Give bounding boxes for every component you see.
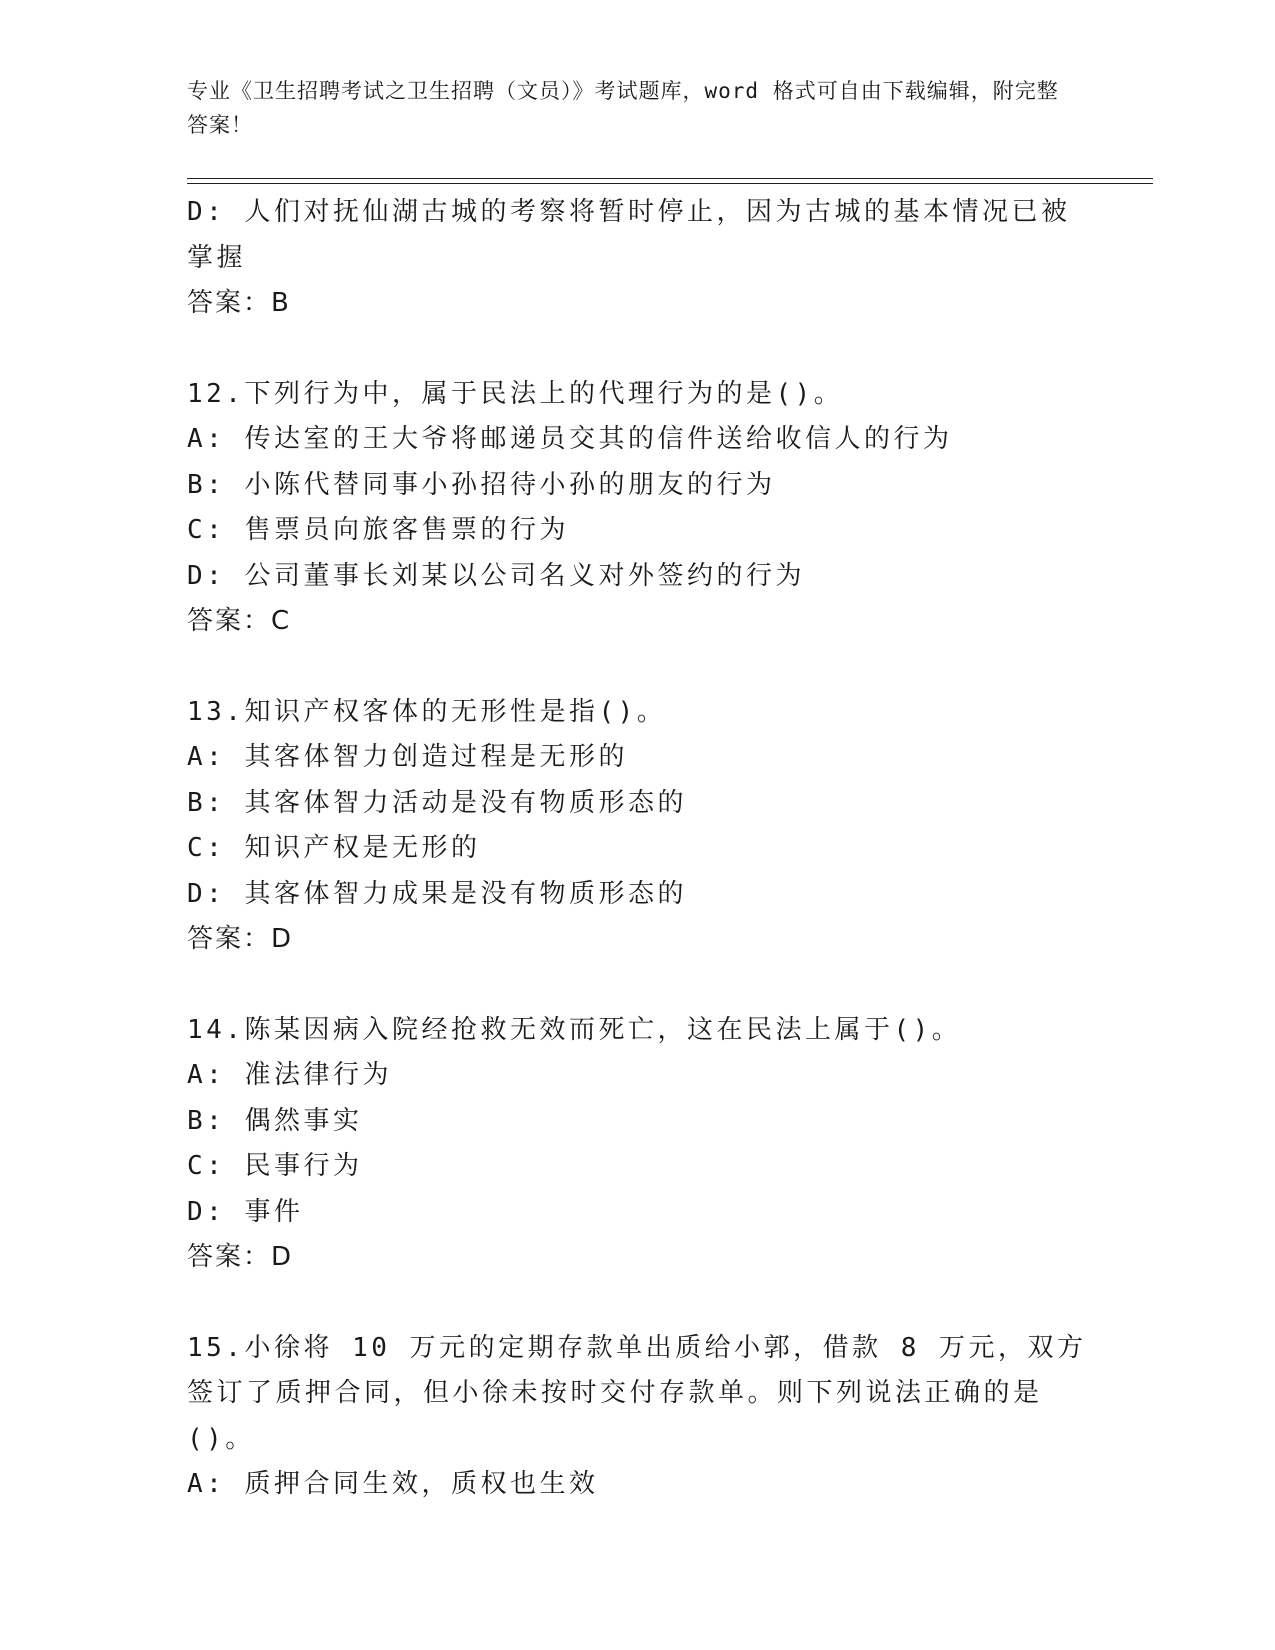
question-stem: 12.下列行为中，属于民法上的代理行为的是()。	[187, 378, 844, 409]
option-b: B: 小陈代替同事小孙招待小孙的朋友的行为	[187, 469, 776, 500]
page-header: 专业《卫生招聘考试之卫生招聘（文员）》考试题库，word 格式可自由下载编辑，附完整答案！	[187, 79, 1059, 137]
option-b: B: 偶然事实	[187, 1105, 363, 1136]
question-content	[187, 190, 1087, 1508]
option-a: A: 其客体智力创造过程是无形的	[187, 742, 628, 772]
option-c: C: 民事行为	[187, 1151, 363, 1181]
answer: 答案：D	[187, 1242, 294, 1272]
header-rule-top	[187, 178, 1153, 179]
option-b: B: 其客体智力活动是没有物质形态的	[187, 787, 687, 818]
question-15	[187, 1326, 1087, 1508]
question-12	[187, 372, 1087, 645]
option-d: D: 事件	[187, 1196, 304, 1227]
question-13	[187, 690, 1087, 963]
question-stem: 13.知识产权客体的无形性是指()。	[187, 696, 667, 727]
answer: 答案：D	[187, 924, 294, 954]
option-d: D: 人们对抚仙湖古城的考察将暂时停止，因为古城的基本情况已被掌握	[187, 197, 1071, 273]
question-14	[187, 1008, 1087, 1281]
option-d: D: 公司董事长刘某以公司名义对外签约的行为	[187, 560, 805, 591]
answer: 答案：C	[187, 606, 292, 636]
option-a: A: 质押合同生效，质权也生效	[187, 1469, 599, 1499]
option-c: C: 知识产权是无形的	[187, 833, 481, 863]
answer: 答案：B	[187, 288, 291, 318]
option-a: A: 准法律行为	[187, 1060, 392, 1090]
header-rule-bottom	[187, 183, 1153, 184]
option-c: C: 售票员向旅客售票的行为	[187, 515, 569, 545]
option-d: D: 其客体智力成果是没有物质形态的	[187, 878, 687, 909]
question-stem: 15.小徐将 10 万元的定期存款单出质给小郭，借款 8 万元，双方签订了质押合同，但小徐未按时交付存款单。则下列说法正确的是()。	[187, 1332, 1087, 1454]
option-a: A: 传达室的王大爷将邮递员交其的信件送给收信人的行为	[187, 424, 953, 454]
question-stem: 14.陈某因病入院经抢救无效而死亡，这在民法上属于()。	[187, 1014, 962, 1045]
continuation-block	[187, 190, 1087, 327]
